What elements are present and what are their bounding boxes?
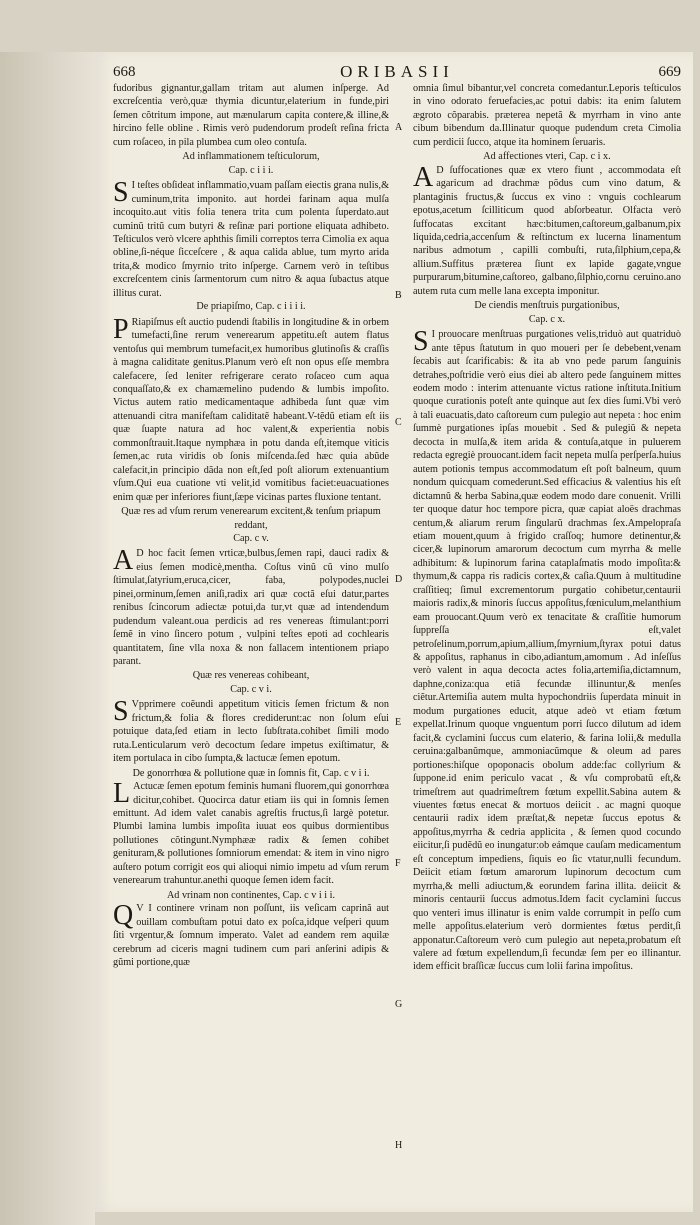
paragraph	[113, 780, 389, 888]
chapter-heading: Ad vrinam non continentes, Cap. c v i i i.	[166, 889, 336, 901]
margin-letter: H	[395, 1140, 403, 1151]
margin-letter: A	[395, 122, 403, 133]
margin-letter: B	[395, 290, 402, 301]
margin-letter: F	[395, 858, 401, 869]
chapter-number: De priapiſmo, Cap. c i i i i.	[196, 301, 306, 313]
chapter-heading: Ad affectiones vteri, Cap. c i x.	[483, 151, 611, 163]
paragraph: omnia ſimul bibantur,vel concreta comedantur.Leporis teſticulos in vino odorato feruefacies,ac potui dabis: ita enim ſalutem ægroto cõparabis. præterea nepetã & myrrham in vino ante cibum bibendum da.Illinatur quoque pudendum creta Cimolia cum perdicii ſucco, atque ita hominem ſeruaris.	[413, 83, 681, 148]
drop-initial: S	[113, 696, 129, 728]
margin-letter: E	[395, 717, 402, 728]
chapter-number: Cap. c x.	[528, 313, 566, 325]
paragraph-text: Vpprimere coẽundi appetitum viticis ſemen frictum & non frictum,& folia & flores crediderunt:ac non ſolum eſui potuique data,ſed etiam in lecto ſubſtrata.cohibet ſimili modo ruta.Lenticularum verò decoctum ſedare impetus exiſtimatur, & item portulaca in cibo ſumpta,& lactucæ ſemen epotum.	[113, 699, 389, 765]
chapter-heading: Quæ res ad vſum rerum venerearum excitent,& tenſum priapum reddant,	[121, 506, 381, 531]
paragraph-text: Riapiſmus eſt auctio pudendi ſtabilis in longitudine & in orbem tumefacti,ſine rerum venerearum appetitu.eſt autem flatus ventoſus qui membrum tumefacit,ex humoribus glutinoſis & craſſis à magna caliditate genitus.Planum verò eſt non opus eſſe membra calefacere, ſed leniter refrigerare cerato roſaceo cum aqua conquaſſato,& ex chamæmelino pudendo & lumbis impoſito. Victus autem ratio medicamentaque adhibeda ſunt quæ vim attenuandi citra manifeſtam caliditatẽ habeant.V-tẽdũ etiam eſt iis quæ ſuapte natura ad hoc valent,& experientia nobis commonſtrauit.Itaque nymphæa in potu danda eſt,itemque viticis ſemen,ac ruta viridis ob ſonis miſcenda.ſed hæc quia abũde calefacit,in principio dãda non eſt,ſed poſt aliorum extenuantium vſum.Qui eua cuatione vti velit,id vomitibus faciet:euacuationes enim quæ per inferiores fiunt,ſæpe vicinas partes fluxione tentant.	[113, 316, 389, 503]
drop-initial: S	[413, 326, 429, 358]
chapter-number: Cap. c v.	[233, 532, 269, 544]
drop-initial: P	[113, 313, 129, 345]
drop-initial: A	[413, 161, 434, 193]
margin-letter: G	[395, 999, 403, 1010]
paragraph	[113, 547, 389, 668]
drop-initial: L	[113, 778, 131, 810]
chapter-heading: Ad inflammationem teſticulorum,	[182, 151, 320, 163]
chapter-number: Cap. c i i i.	[228, 164, 274, 176]
book-page	[95, 52, 693, 1212]
paragraph-text: Actucæ ſemen epotum feminis humani fluorem,qui gonorrhœa dicitur,cohibet. Quocirca datur etiam iis qui in ſomnis ſemen emittunt. Ad idem valet canabis agreſtis fructus,ſi largè potetur. Plumbi lamina lumbis impoſita iuuat eos quibus dormientibus pollutiones cõtingunt.Nymphææ radix & ſemen cohibet genituram,& pollutiones ſomniorum emendat: & item in vino nigro auſtero potum corrigit eos qui alioqui nimio impetu ad vſum rerum venerearum trahuntur.anethi quoque ſemen idem facit.	[113, 781, 389, 887]
paragraph-text: I teſtes obſideat inflammatio,vuam paſſam eiectis grana nulis,& cuminum,trita imponito. aut hordei farinam aqua mulſa incoquito.aut vitis folia tenera trita cum polenta ſuperdato.aut cuminũ tritũ cum butyri & reſinæ pari portione eliquata adhibeto. Teſticulos verò vlcere aphthis ſimili correptos terra Cimolia ex aqua obline,ſi-néque ſicceſcere , & aqua calida ablue, tum myrto arida trita,& modico ſmyrnio trito inſperge. Carnem verò in teſtibus excreſcentem cinis ſarmentorum cum nitro & aqua ſubactus atque illitus curat.	[113, 180, 389, 299]
margin-letter: C	[395, 417, 402, 428]
paragraph	[413, 328, 681, 974]
left-column	[113, 82, 389, 1202]
running-head: ORIBASII	[340, 62, 454, 81]
paragraph-text: I prouocare menſtruas purgationes velis,triduò aut quatriduò ante tẽpus ſtatutum in quo moueri per ſe debebent,venam ſecabis aut ſcarificabis: & ita ab vno pede parum ſanguinis detrahes,poſtridie verò eius diei ab altero pede ſanguinem mittes eodem modo : interim attenuante victus ratione inſtituta.Initium quoque curationis poteſt ante quinque aut ſex dies ſumi.Vbi verò à tali euacuatis,dato caſtoreum cum pulegio aut nepeta : hoc enim ſummè purgationes ipſas mouebit . Sed & pulegiũ & nepeta decocta in mulſa,& item arida & contuſa,atque in puluerem redacta egregiè prouocant.idem facit nepeta mulſa perſperſa.huius autem potionis tempus accommodatum eſt poſt balneum, quum nondum quicquam comederunt.Sed efficacius & valentius his eſt dictamnũ & herba Sabina,quæ eodem modo dare conuenit. Vrilli ter quoque datur hoc tempore picra, quæ capiat aloës drachmas centum,& aliarum rerum ſingularũ drachmas ſex.Ampelopraſa etiam mouent,quum à frigido craſſoq; humore detinentur,& cicer,& lupinorum amarorum decoctum cum myrrha & melle adhibitum: & lupinorum farina cataplaſmatis modo impoſita:& thymum,& cappa ris radicis cortex,& caſia.Quum à multitudine craſſitieq; ſimul excrementorum purgatio cohibetur,centaurii maioris radix,& minoris ſuccus appoſitus,fœniculum,melanthium eam prouocant.Quum verò ex tenacitate & craſſitie humorum ſuppreſſa eſt,valet petroſelinum,porrum,apium,allium,ſmyrnium,ſtyrax potui datus & appoſitus, raphanus in cibo,adiantum,amomum . Ad inſeſſus verò valent in aqua decocta actes folia,artemiſia,dictamnum, daphne,coniza:qua etiã fecundæ illinuntur,& menſes ciẽtur.Artemiſia autem multa hypochondriis ſuperdata minuit in modum purgationes educit, atque adeò vt etiam fœtum expellat.Irinum quoque vnguentum porri ſucco dilutum ad idem facit,& cyclamini ſuccus cum elaterio, & farina lolii,& medulla ceruina:galbanũmque, ammoniacũmque & oleum ad pares portiones:hiſque opoponacis obolum adde:fac collyrium & ſuppone.id enim periculo vacat , & vſu comprobatũ eſt,& trimeſtrem aut quadrimeſtrem fœtum expellit.Sabina autem & viuentes fœtus enecat & mortuos deiicit . ac magni quoque centaurii radix idem præſtat,& nepetæ ſuccus epotus & appoſitus,myrrha & cedria applicita , & ſemen quod cocundo eiicitur,ſi pudẽdũ eo inungatur:ob eámque cauſam medicamentum eſt conceptum impediens, ſiquis eo ſic vtatur,nulli fecundum. Deiicit etiam fœtum amarorum lupinorum decoctum cum myrrha,& melli adiuctum,& eorundem farina illita. deiicit & minoris centaurii ſuccus admotus.Idem facit cyclamini ſuccus quo venteri imus illinatur is enim valde corrumpit in peſſo cum melle appoſitus.elaterium verò dormientes fœtus perdit,ſi apponatur.Caſtoreum verò cum pulegio aut nepeta,probatum eſt valere ad fœtum expellendum,ſi fecundæ ſem per eo illinantur. idem efficit braſſicæ ſuccus cum lolii farina impoſitus.	[413, 329, 681, 973]
paragraph-text: D ſuffocationes quæ ex vtero fiunt , accommodata eſt agaricum ad drachmæ põdus cum vino datum, & plantaginis fructus,& ſuccus ex vino : vnguis cochlearum epotus,acetum ſcilliticum quod abſorbeatur. Olfacta verò ſuffocatas excitant hæc:bitumen,caſtoreum,galbanum,pix liquida,cedria,accenſum & reſtinctum ex lucerna linamentum naribus admotum , capilli combuſti, ruta,ſilphium,cepa,& allium.Suffitus præterea ſiunt ex lapide gagate,vngue purpurarum,bitumine,caſtoreo, galbano,ſilphio,cornu ceruino.ano autem ruta cum melle lana excepta imponitur.	[413, 164, 681, 297]
margin-letter: D	[395, 574, 403, 585]
paragraph	[113, 698, 389, 765]
paragraph	[113, 313, 389, 504]
drop-initial: Q	[113, 900, 134, 932]
margin-letters	[391, 82, 409, 1182]
chapter-heading: Quæ res venereas cohibeant,	[192, 670, 310, 682]
chapter-heading: De gonorrhœa & pollutione quæ in ſomnis fit, Cap. c v i i.	[132, 767, 370, 779]
paragraph	[413, 161, 681, 299]
paragraph-text: D hoc facit ſemen vrticæ,bulbus,ſemen rapi, dauci radix & eius ſemen modicè,mentha. Coſtus vinũ cũ vino mulſo ſtimulat,ſatyrium,eruca,cicer, faba, polypodes,nuclei pinei,orminum,ſemen aniſi,radix ari quæ coctã eſui datur,partes renibus ſcincorum adiectæ potui,da tur,vt quæ ad intendendum pudendum valeant.oua perdicis ad res venereas ſtimulant:porri ſemẽ in vino ſincero potum , vulpini teſtes epoti ad cochlearis quantitatem, ſine vlla noxa & non fallacem intentionem priapo parant.	[113, 548, 389, 668]
paragraph	[113, 179, 389, 300]
paragraph	[113, 902, 389, 969]
chapter-number: Cap. c v i.	[230, 683, 272, 695]
paragraph-text: V I continere vrinam non poſſunt, iis veſicam caprinã aut ouillam combuſtam potui dato ex poſca,idque veſperi quum ſiti vrgentur,& ſomnum imperato. Valet ad eandem rem aquilæ cerebrum ad ciceris magni tudinem cum pari anſerini adipis & gũmi portione,quæ	[113, 903, 389, 968]
drop-initial: A	[113, 545, 134, 577]
folio-right: 669	[658, 64, 681, 80]
chapter-heading: De ciendis menſtruis purgationibus,	[474, 300, 620, 312]
folio-left: 668	[113, 64, 136, 80]
right-column	[413, 82, 681, 1202]
drop-initial: S	[113, 177, 129, 209]
book-gutter	[0, 52, 95, 1225]
paragraph: fudoribus gignantur,gallam tritam aut alumen inſperge. Ad excreſcentia verò,quæ thymia dicuntur,elaterium in funde,piri ſemen cõtritum impone, aut mænularum capita contere,& illine,& hircino felle obline . Rimis verò pudendorum prodeſt reſina fricta cum roſaceo, in pila plumbea cum oleo contuſa.	[113, 83, 389, 148]
